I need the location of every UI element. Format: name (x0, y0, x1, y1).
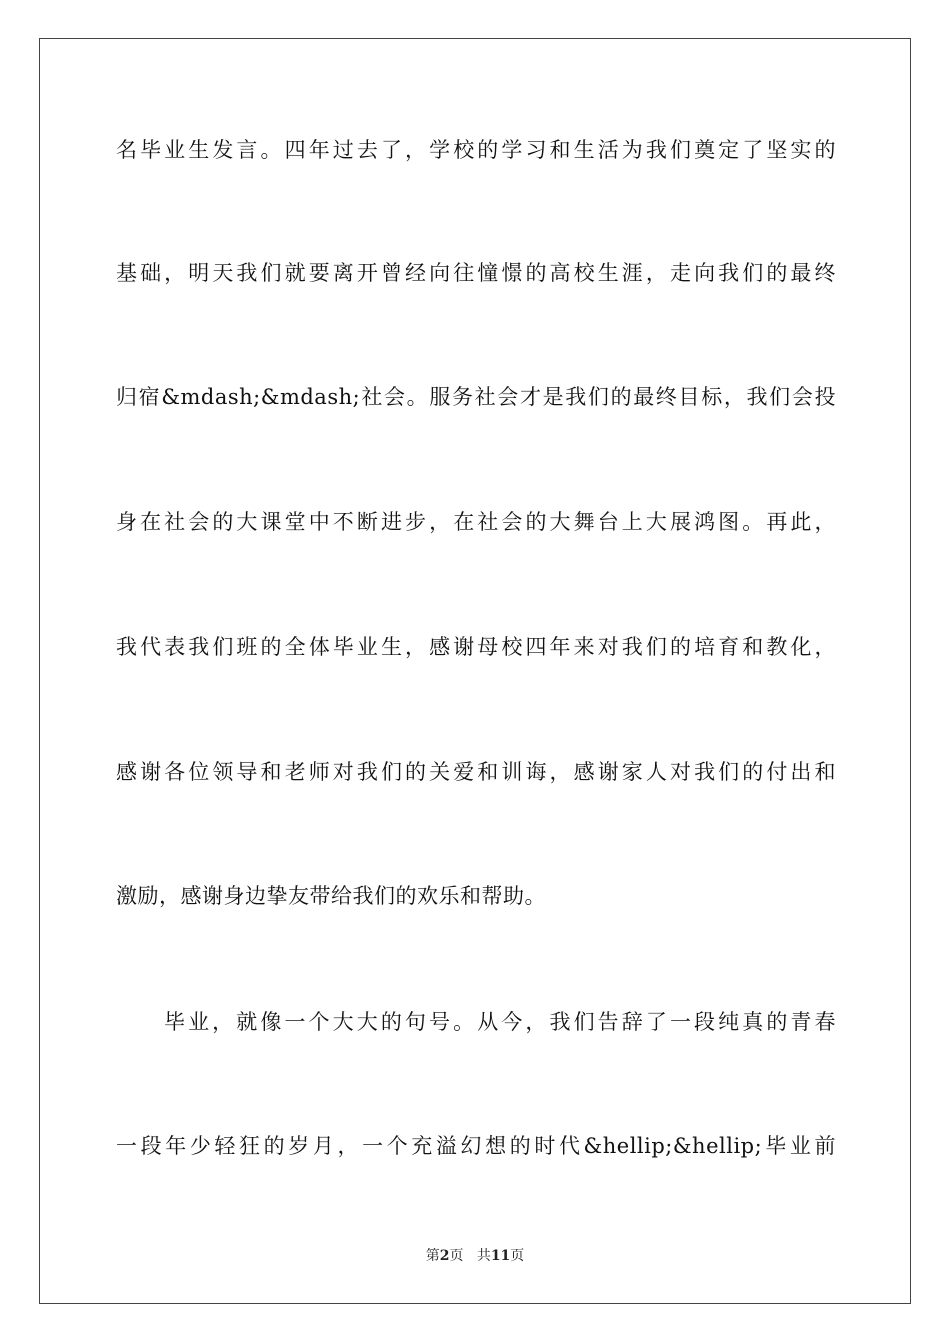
text-line-3: 归宿&mdash;&mdash;社会。服务社会才是我们的最终目标，我们会投 (116, 385, 836, 409)
text-line-6: 感谢各位领导和老师对我们的关爱和训诲，感谢家人对我们的付出和 (116, 760, 836, 784)
page-total: 11 (490, 1248, 511, 1264)
text-line-1: 名毕业生发言。四年过去了，学校的学习和生活为我们奠定了坚实的 (116, 138, 836, 162)
text-line-9: 一段年少轻狂的岁月，一个充溢幻想的时代&hellip;&hellip;毕业前 (116, 1134, 836, 1158)
page-border (39, 38, 911, 1304)
text-line-2: 基础，明天我们就要离开曾经向往憧憬的高校生涯，走向我们的最终 (116, 261, 836, 285)
text-line-8: 毕业，就像一个大大的句号。从今，我们告辞了一段纯真的青春 (164, 1010, 836, 1034)
text-line-5: 我代表我们班的全体毕业生，感谢母校四年来对我们的培育和教化， (116, 635, 836, 659)
total-suffix: 页 (510, 1248, 525, 1264)
page-suffix: 页 (449, 1248, 464, 1264)
page-current: 2 (439, 1248, 450, 1264)
text-line-4: 身在社会的大课堂中不断进步，在社会的大舞台上大展鸿图。再此， (116, 510, 836, 534)
total-prefix: 共 (476, 1248, 491, 1264)
page-number-footer (0, 1247, 950, 1265)
page-prefix: 第 (425, 1248, 440, 1264)
text-line-7: 激励，感谢身边挚友带给我们的欢乐和帮助。 (116, 884, 546, 908)
